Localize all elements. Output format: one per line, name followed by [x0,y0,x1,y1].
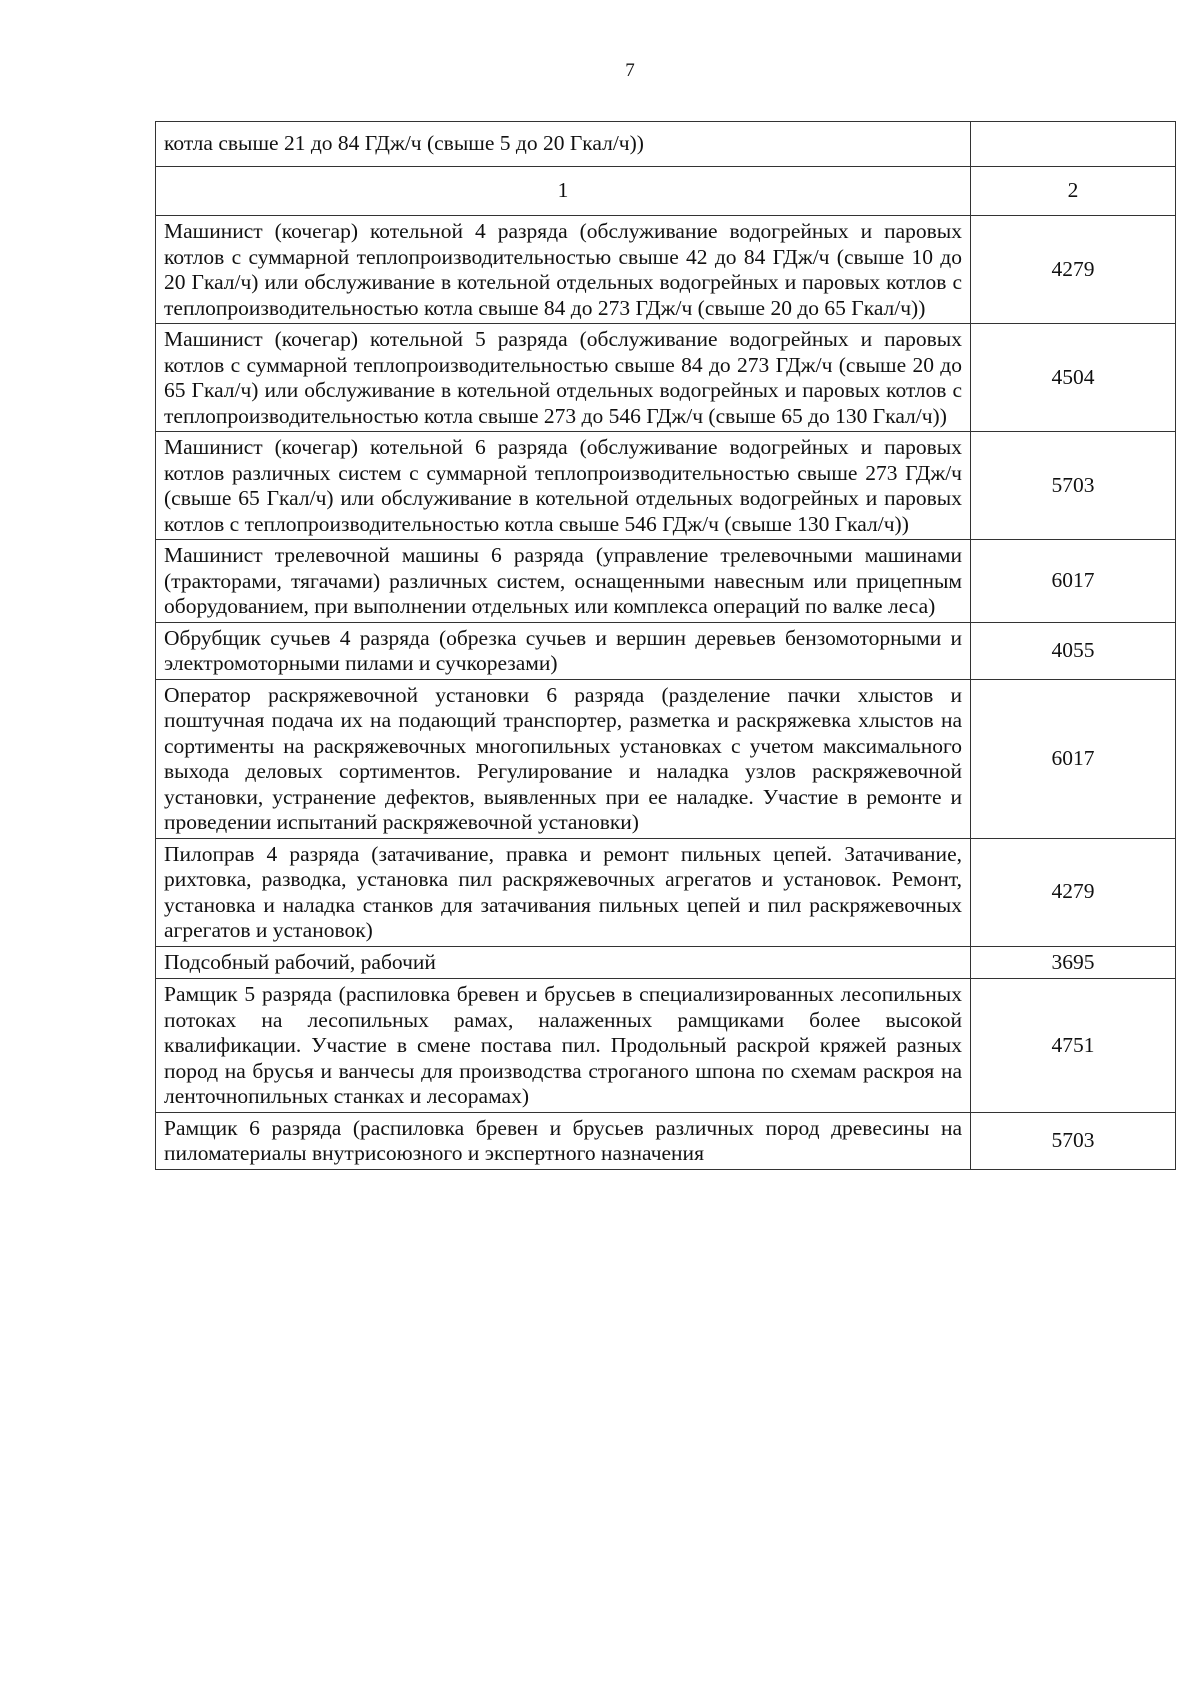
table-row [156,216,1176,324]
table-row [156,540,1176,623]
table-row [156,979,1176,1113]
continuation-cell: котла свыше 21 до 84 ГДж/ч (свыше 5 до 20 Гкал/ч)) [156,122,971,167]
salary-value: 4279 [971,838,1176,946]
position-description: Оператор раскряжевочной установки 6 разряда (разделение пачки хлыстов и поштучная подача их на подающий транспортер, разметка и раскряжевка хлыстов на сортименты на раскряжевочных многопильных установках с учетом максимального выхода деловых сортиментов. Регулирование и наладка узлов раскряжевочной установки, устранение дефектов, выявленных при ее наладке. Участие в ремонте и проведении испытаний раскряжевочной установки) [156,679,971,838]
position-description: Рамщик 5 разряда (распиловка бревен и брусьев в специализированных лесопильных потоках на лесопильных рамах, налаженных рамщиками более высокой квалификации. Участие в смене постава пил. Продольный раскрой кряжей разных пород на брусья и ванчесы для производства строганого шпона по схемам раскроя на ленточнопильных станках и лесорамах) [156,979,971,1113]
table-row [156,324,1176,432]
continuation-row [156,122,1176,167]
position-description: Машинист (кочегар) котельной 6 разряда (обслуживание водогрейных и паровых котлов различных систем с суммарной теплопроизводительностью свыше 273 ГДж/ч (свыше 65 Гкал/ч) или обслуживание в котельной отдельных водогрейных и паровых котлов с теплопроизводительностью котла свыше 546 ГДж/ч (свыше 130 Гкал/ч)) [156,432,971,540]
position-description: Подсобный рабочий, рабочий [156,946,971,979]
column-number-row [156,167,1176,216]
salary-value: 4751 [971,979,1176,1113]
salary-value: 6017 [971,679,1176,838]
page-number: 7 [625,60,635,81]
continuation-value-cell [971,122,1176,167]
table-row [156,838,1176,946]
position-description: Машинист (кочегар) котельной 5 разряда (обслуживание водогрейных и паровых котлов с суммарной теплопроизводительностью свыше 84 до 273 ГДж/ч (свыше 20 до 65 Гкал/ч) или обслуживание в котельной отдельных водогрейных и паровых котлов с теплопроизводительностью котла свыше 273 до 546 ГДж/ч (свыше 65 до 130 Гкал/ч)) [156,324,971,432]
table-row [156,679,1176,838]
column-header-1: 1 [156,167,971,216]
salary-value: 6017 [971,540,1176,623]
table-row [156,432,1176,540]
position-description: Машинист (кочегар) котельной 4 разряда (обслуживание водогрейных и паровых котлов с суммарной теплопроизводительностью свыше 42 до 84 ГДж/ч (свыше 10 до 20 Гкал/ч) или обслуживание в котельной отдельных водогрейных и паровых котлов с теплопроизводительностью котла свыше 84 до 273 ГДж/ч (свыше 20 до 65 Гкал/ч)) [156,216,971,324]
salary-value: 4279 [971,216,1176,324]
table-row [156,622,1176,679]
salary-value: 4504 [971,324,1176,432]
salary-value: 3695 [971,946,1176,979]
position-description: Пилоправ 4 разряда (затачивание, правка и ремонт пильных цепей. Затачивание, рихтовка, разводка, установка пил раскряжевочных агрегатов и установок. Ремонт, установка и наладка станков для затачивания пильных цепей и пил раскряжевочных агрегатов и установок) [156,838,971,946]
wage-table [155,121,1176,1170]
salary-value: 5703 [971,432,1176,540]
salary-value: 5703 [971,1112,1176,1169]
salary-value: 4055 [971,622,1176,679]
table-row [156,1112,1176,1169]
table-row [156,946,1176,979]
position-description: Обрубщик сучьев 4 разряда (обрезка сучьев и вершин деревьев бензомоторными и электромоторными пилами и сучкорезами) [156,622,971,679]
position-description: Машинист трелевочной машины 6 разряда (управление трелевочными машинами (тракторами, тягачами) различных систем, оснащенными навесным или прицепным оборудованием, при выполнении отдельных или комплекса операций по валке леса) [156,540,971,623]
column-header-2: 2 [971,167,1176,216]
position-description: Рамщик 6 разряда (распиловка бревен и брусьев различных пород древесины на пиломатериалы внутрисоюзного и экспертного назначения [156,1112,971,1169]
